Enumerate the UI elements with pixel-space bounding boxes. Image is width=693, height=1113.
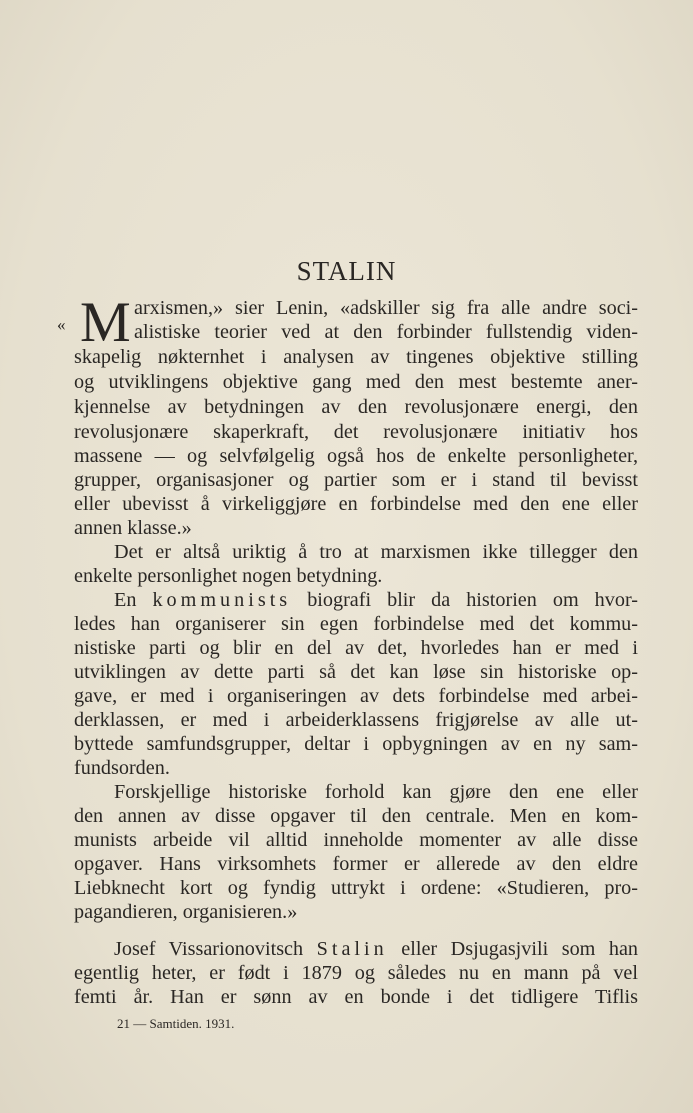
text-line: pagandieren, organisieren.» (74, 901, 298, 923)
text-line: opgaver. Hans virksomhets former er allerede av den eldre (74, 853, 638, 875)
text-line: alistiske teorier ved at den forbinder fullstendig viden- (134, 321, 638, 343)
emphasized-word: Stalin (316, 938, 388, 960)
text-line: skapelig nøkternhet i analysen av tingenes objektive stilling (74, 346, 638, 368)
text-line (114, 588, 638, 612)
text-line: byttede samfundsgrupper, deltar i opbygningen av en ny sam- (74, 733, 638, 755)
text-line: utviklingen av dette parti så det kan løse sin historiske op- (74, 661, 638, 683)
text-line: kjennelse av betydningen av den revolusjonære energi, den (74, 396, 638, 418)
text-line: revolusjonære skaperkraft, det revolusjonære initiativ hos (74, 421, 638, 443)
text-line (114, 937, 638, 961)
text-line: gave, er med i organiseringen av dets forbindelse med arbei- (74, 685, 638, 707)
page-footer: 21 — Samtiden. 1931. (117, 1016, 235, 1031)
text-line: eller ubevisst å virkeliggjøre en forbindelse med den ene eller (74, 493, 638, 515)
text-run: biografi blir da historien om hvor- (307, 589, 638, 611)
text-line: derklassen, er med i arbeiderklassens frigjørelse av alle ut- (74, 709, 638, 731)
opening-quote-mark: « (57, 315, 66, 334)
text-line: nistiske parti og blir en del av det, hvorledes han er med i (74, 637, 638, 659)
emphasized-word: kommunists (152, 589, 292, 611)
text-line: enkelte personlighet nogen betydning. (74, 565, 383, 587)
text-line: den annen av disse opgaver til den centrale. Men en kom- (74, 805, 638, 827)
text-line: Liebknecht kort og fyndig uttrykt i ordene: «Studieren, pro- (74, 877, 638, 899)
text-line: munists arbeide vil alltid inneholde momenter av alle disse (74, 829, 638, 851)
text-line: Forskjellige historiske forhold kan gjøre den ene eller (114, 781, 638, 803)
text-line: ledes han organiserer sin egen forbindelse med det kommu- (74, 613, 638, 635)
text-line: femti år. Han er sønn av en bonde i det tidligere Tiflis (74, 986, 638, 1008)
text-run: Josef Vissarionovitsch (114, 938, 304, 960)
text-line: grupper, organisasjoner og partier som er i stand til bevisst (74, 469, 638, 491)
drop-cap: M (80, 291, 131, 354)
text-line: og utviklingens objektive gang med den mest bestemte aner- (74, 371, 638, 393)
text-line: arxismen,» sier Lenin, «adskiller sig fra alle andre soci- (134, 297, 638, 319)
text-line: annen klasse.» (74, 517, 192, 539)
chapter-title: STALIN (296, 256, 397, 286)
text-line: Det er altså uriktig å tro at marxismen ikke tillegger den (114, 541, 638, 563)
text-line: fundsorden. (74, 757, 170, 779)
text-run: En (114, 589, 137, 611)
text-run: eller Dsjugasjvili som han (401, 938, 639, 960)
text-line: egentlig heter, er født i 1879 og således nu en mann på vel (74, 962, 638, 984)
text-line: massene — og selvfølgelig også hos de enkelte personligheter, (74, 445, 638, 467)
